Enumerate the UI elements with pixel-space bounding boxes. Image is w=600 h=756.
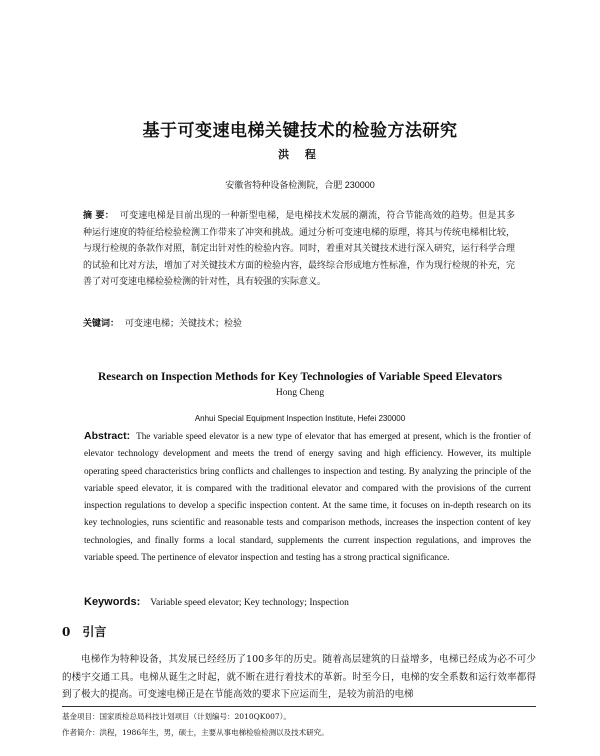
english-author: Hong Cheng [275, 388, 325, 398]
section-heading [62, 623, 106, 640]
chinese-keywords-label: 关键词： [83, 319, 120, 329]
chinese-abstract [83, 208, 515, 291]
section-title: 引言 [82, 625, 107, 639]
chinese-affiliation: 安徽省特种设备检测院，合肥 230000 [225, 180, 375, 190]
english-keywords-text: Variable speed elevator; Key technology; Inspection [150, 598, 349, 608]
english-abstract-label: Abstract: [84, 430, 131, 442]
footnote-author-bio: 作者简介：洪程，1986年生，男，硕士，主要从事电梯检验检测以及技术研究。 [62, 728, 329, 737]
footnote-fund: 基金项目：国家质检总局科技计划项目（计划编号：2010QK007）。 [62, 712, 291, 721]
chinese-author: 洪 程 [278, 148, 322, 161]
english-affiliation: Anhui Special Equipment Inspection Institute, Hefei 230000 [194, 414, 406, 423]
english-abstract-text: The variable speed elevator is a new type of elevator that has emerged at present, which is the frontier of elevator technology development and meets the trend of energy saving and high efficiency. However, its multiple operating speed characteristics bring conflicts and challenges to inspection and testing. By analyzing the principle of the variable speed elevator, it is compared with the traditional elevator and compared with the provisions of the current inspection regulations to develop a specific inspection content. At the same time, it focuses on in-depth research on its key technologies, runs scientific and reasonable tests and comparison methods, increases the inspection content of key technologies, and finally forms a local standard, supplements the current inspection regulations, and improves the variable speed. The pertinence of elevator inspection and testing has a strong practical significance. [84, 431, 531, 563]
section-number: 0 [62, 625, 71, 639]
chinese-keywords [83, 316, 242, 329]
chinese-abstract-text: 可变速电梯是目前出现的一种新型电梯，是电梯技术发展的潮流，符合节能高效的趋势。但是其多种运行速度的特征给检验检测工作带来了冲突和挑战。通过分析可变速电梯的原理，将其与传统电梯相比较，与现行检规的条款作对照，制定出针对性的检验内容。同时，着重对其关键技术进行深入研究，运行科学合理的试验和比对方法，增加了对关键技术方面的检验内容，最终综合形成地方性标准，作为现行检规的补充，完善了对可变速电梯检验检测的针对性，具有较强的实际意义。 [83, 211, 516, 288]
footnote-divider [62, 706, 536, 707]
english-keywords [84, 596, 349, 608]
english-title: Research on Inspection Methods for Key Technologies of Variable Speed Elevators [98, 371, 502, 383]
english-keywords-label: Keywords: [84, 596, 141, 608]
chinese-title: 基于可变速电梯关键技术的检验方法研究 [142, 121, 458, 141]
body-paragraph: 电梯作为特种设备，其发展已经经历了100多年的历史。随着高层建筑的日益增多，电梯已经成为必不可少的楼宇交通工具。电梯从诞生之时起，就不断在进行着技术的革新。时至今日，电梯的安全系数和运行效率都得到了极大的提高。可变速电梯正是在节能高效的要求下应运而生，是较为前沿的电梯 [62, 654, 536, 700]
chinese-keywords-text: 可变速电梯；关键技术；检验 [125, 319, 243, 329]
english-abstract [84, 428, 531, 566]
chinese-abstract-label: 摘 要： [83, 211, 114, 221]
